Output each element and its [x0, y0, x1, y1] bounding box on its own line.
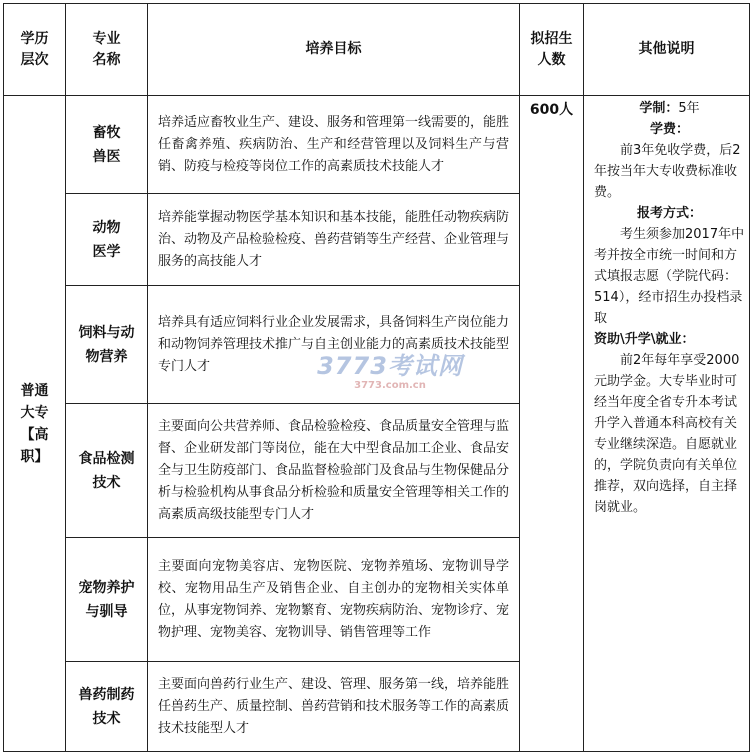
level-cell [4, 96, 66, 752]
watermark-sub: 3773.com.cn [354, 380, 426, 391]
duration-value: 5年 [678, 101, 700, 116]
apply-label: 报考方式： [636, 206, 702, 221]
major-goal: 培养具有适应饲料行业企业发展需求，具备饲料生产岗位能力和动物饲养管理技术推广与自主创业能力的高素质技术技能型专门人才 [148, 286, 520, 404]
major-goal: 主要面向宠物美容店、宠物医院、宠物养殖场、宠物训导学校、宠物用品生产及销售企业、自主创办的宠物相关实体单位，从事宠物饲养、宠物繁育、宠物疾病防治、宠物诊疗、宠物护理、宠物美容、宠物训导、销售管理等工作 [148, 538, 520, 662]
header-level-line2: 层次 [20, 51, 49, 68]
level-line: 普通 [20, 382, 49, 399]
aid-text: 前2年每年享受2000元助学金。大专毕业时可经当年度全省专升本考试升学入普通本科高校有关专业继续深造。自愿就业的，学院负责向有关单位推荐，双向选择，自主择岗就业。 [594, 353, 740, 515]
major-name-line2: 技术 [92, 474, 121, 491]
level-line: 【高 [20, 426, 49, 443]
header-level-line1: 学历 [20, 30, 49, 47]
major-name-line2: 技术 [92, 710, 121, 727]
notes-cell [584, 96, 750, 752]
major-name-line2: 兽医 [92, 148, 121, 165]
apply-text: 考生须参加2017年中考并按全市统一时间和方式填报志愿（学院代码：514），经市招生办投档录取 [594, 227, 745, 326]
major-goal: 主要面向兽药行业生产、建设、管理、服务第一线，培养能胜任兽药生产、质量控制、兽药营销和技术服务等工作的高素质技术技能型人才 [148, 662, 520, 752]
major-name [66, 662, 148, 752]
header-count [520, 4, 584, 96]
admission-table [3, 3, 750, 752]
major-name-line1: 宠物养护 [78, 579, 135, 596]
major-name-line1: 畜牧 [92, 124, 121, 141]
major-name-line2: 医学 [92, 243, 121, 260]
duration-label: 学制： [639, 101, 679, 116]
major-name [66, 538, 148, 662]
header-major-line2: 名称 [92, 51, 121, 68]
major-name [66, 286, 148, 404]
major-name [66, 194, 148, 286]
enrollment-count: 600人 [520, 96, 584, 752]
level-line: 大专 [20, 404, 49, 421]
header-count-line2: 人数 [537, 51, 566, 68]
major-name [66, 96, 148, 194]
header-level [4, 4, 66, 96]
fee-label: 学费： [649, 122, 689, 137]
major-name [66, 404, 148, 538]
header-row [4, 4, 750, 96]
major-name-line2: 与驯导 [85, 603, 128, 620]
fee-text: 前3年免收学费，后2年按当年大专收费标准收费。 [594, 143, 741, 200]
header-notes: 其他说明 [584, 4, 750, 96]
major-goal: 主要面向公共营养师、食品检验检疫、食品质量安全管理与监督、企业研发部门等岗位，能在大中型食品加工企业、食品安全与卫生防疫部门、食品监督检验部门及食品与生物保健品分析与检验机构从事食品分析检验和质量安全管理等相关工作的高素质高级技能型专门人才 [148, 404, 520, 538]
level-line: 职】 [20, 448, 49, 465]
table-row [4, 96, 750, 194]
major-goal: 培养能掌握动物医学基本知识和基本技能，能胜任动物疾病防治、动物及产品检验检疫、兽药营销等生产经营、企业管理与服务的高技能人才 [148, 194, 520, 286]
header-major [66, 4, 148, 96]
major-name-line1: 食品检测 [78, 450, 135, 467]
aid-label: 资助\升学\就业： [594, 332, 695, 347]
header-count-line1: 拟招生 [530, 30, 573, 47]
header-major-line1: 专业 [92, 30, 121, 47]
major-goal: 培养适应畜牧业生产、建设、服务和管理第一线需要的，能胜任畜禽养殖、疾病防治、生产和经营管理以及饲料生产与营销、防疫与检疫等岗位工作的高素质技术技能人才 [148, 96, 520, 194]
major-name-line1: 饲料与动 [78, 324, 135, 341]
header-goal: 培养目标 [148, 4, 520, 96]
major-name-line1: 动物 [92, 219, 121, 236]
major-name-line1: 兽药制药 [78, 686, 135, 703]
watermark-main: 3773考试网 [317, 352, 463, 380]
major-name-line2: 物营养 [85, 348, 128, 365]
